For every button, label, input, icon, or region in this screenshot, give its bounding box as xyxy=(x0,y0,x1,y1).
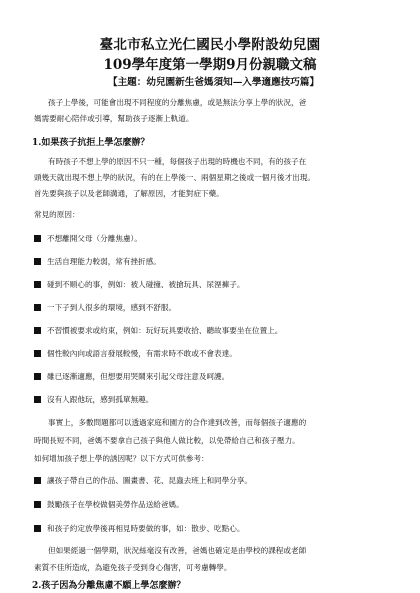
reason-item: 碰到不順心的事，例如：被人碰撞、被搶玩具、尿溼褲子。 xyxy=(34,280,244,290)
paragraph-line: 事實上，多數問題都可以透過家庭和園方的合作達到改善，而每個孩子適應的 xyxy=(48,418,307,427)
tip-item: 和孩子約定放學後再相見時要做的事，如：散步、吃點心。 xyxy=(34,524,244,534)
bullet-square-icon xyxy=(34,327,41,334)
reason-item: 雖已逐漸適應，但想要用哭鬧來引起父母注意及呵護。 xyxy=(34,372,229,382)
bullet-square-icon xyxy=(34,525,41,532)
paragraph-line: 有時孩子不想上學的原因不只一種，每個孩子出現的時機也不同，有的孩子在 xyxy=(48,157,307,166)
paragraph-line: 素質不佳所造成，為避免孩子受到身心傷害，可考慮轉學。 xyxy=(34,563,232,572)
reason-item: 沒有人跟他玩，感到孤單無趣。 xyxy=(34,395,153,405)
reason-item: 生活自理能力較弱，常有挫折感。 xyxy=(34,257,161,267)
reason-item: 不想離開父母（分離焦慮）。 xyxy=(34,234,142,244)
bullet-square-icon xyxy=(34,396,41,403)
document-title: 臺北市私立光仁國民小學附設幼兒園 xyxy=(99,37,321,53)
section-2-heading: 2.孩子因為分離焦慮不願上學怎麼辦？ xyxy=(32,581,186,591)
paragraph-line: 但如果經過一個學期，狀況絲毫沒有改善，爸媽也確定是由學校的課程或老師 xyxy=(48,546,307,555)
document-subtitle: 109學年度第一學期9月份親職文稿 xyxy=(103,57,317,73)
bullet-square-icon xyxy=(34,501,41,508)
tip-item: 讓孩子帶自己的作品、圖畫書、花、昆蟲去班上和同學分享。 xyxy=(34,476,252,486)
paragraph-line: 時間長短不同，爸媽不要拿自己孩子與他人做比較，以免帶給自己和孩子壓力。 xyxy=(34,436,300,445)
reason-item: 不習慣被要求或約束，例如：玩好玩具要收拾、聽故事要坐在位置上。 xyxy=(34,326,282,336)
bullet-square-icon xyxy=(34,304,41,311)
reason-item: 個性較內向或語言發展較慢，有需求時不敢或不會表達。 xyxy=(34,349,237,359)
bullet-square-icon xyxy=(34,350,41,357)
paragraph-line: 首先要與孩子以及老師溝通，了解原因，才能對症下藥。 xyxy=(34,189,224,198)
reasons-label: 常見的原因： xyxy=(34,210,80,219)
intro-line-1: 孩子上學後，可能會出現不同程度的分離焦慮，或是無法分享上學的狀況，爸 xyxy=(48,98,307,107)
bullet-square-icon xyxy=(34,477,41,484)
bullet-square-icon xyxy=(34,373,41,380)
section-1-heading: 1.如果孩子抗拒上學怎麼辦？ xyxy=(32,138,150,148)
bullet-square-icon xyxy=(34,258,41,265)
bullet-square-icon xyxy=(34,235,41,242)
intro-line-2: 媽需要耐心陪伴或引導，幫助孩子逐漸上軌道。 xyxy=(34,114,194,123)
tip-item: 鼓勵孩子在學校做個美勞作品送給爸媽。 xyxy=(34,500,184,510)
paragraph-line: 頭幾天就出現不想上學的狀況，有的在上學後一、兩個星期之後或一個月後才出現。 xyxy=(34,173,315,182)
paragraph-line: 如何增加孩子想上學的誘因呢？以下方式可供參考： xyxy=(34,454,209,463)
bullet-square-icon xyxy=(34,281,41,288)
topic-heading: 【主題：幼兒園新生爸媽須知—入學適應技巧篇】 xyxy=(108,77,320,88)
reason-item: 一下子到人很多的環境，感到不舒服。 xyxy=(34,303,176,313)
